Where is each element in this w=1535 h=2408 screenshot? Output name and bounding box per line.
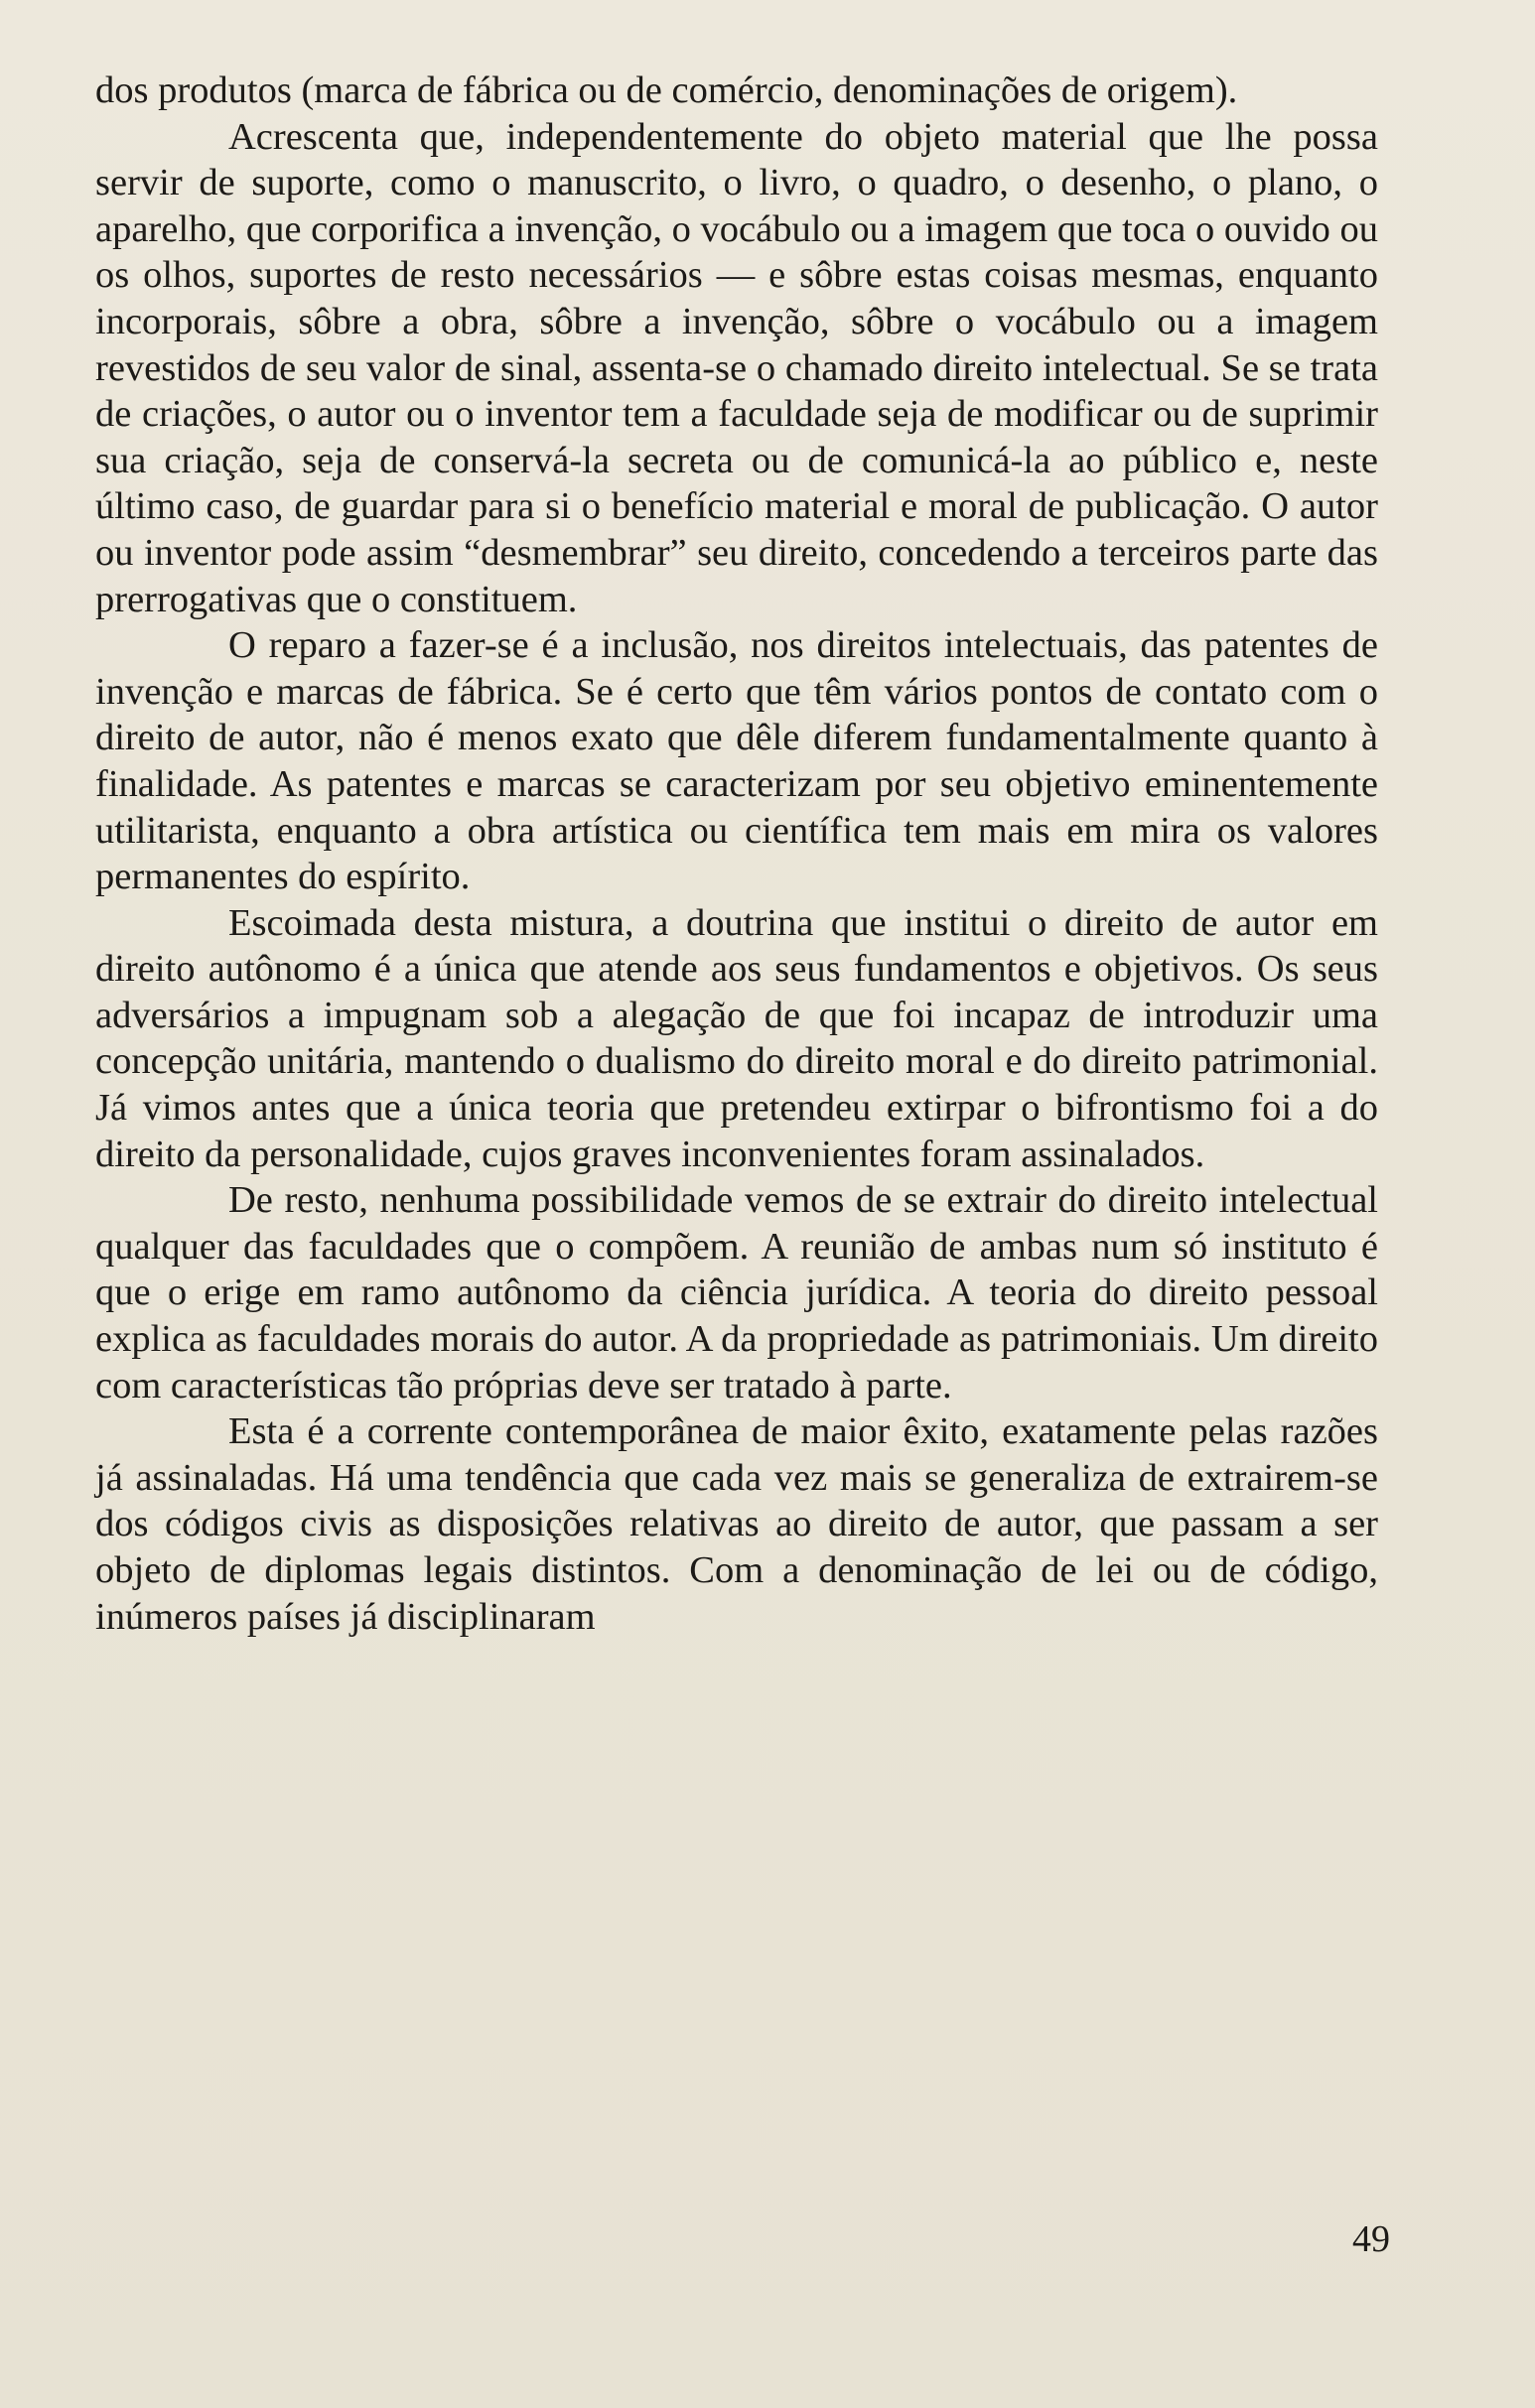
paragraph-de-resto: De resto, nenhuma possibilidade vemos de se extrair do direito intelectual qualquer das faculdades que o compõem. A reunião de ambas num só instituto é que o erige em ramo autônomo da ciência jurídica. A teoria do direito pessoal explica as faculdades morais do autor. A da propriedade as patrimoniais. Um direito com características tão próprias deve ser tratado à parte. xyxy=(95,1179,1378,1406)
paragraph-acrescenta: Acrescenta que, independentemente do objeto material que lhe possa servir de suporte, como o manuscrito, o livro, o quadro, o desenho, o plano, o aparelho, que corporifica a invenção, o vocábulo ou a imagem que toca o ouvido ou os olhos, suportes de resto necessários — e sôbre estas coisas mesmas, enquanto incorporais, sôbre a obra, sôbre a invenção, sôbre o vocábulo ou a imagem revestidos de seu valor de sinal, assenta-se o chamado direito intelectual. Se se trata de criações, o autor ou o inventor tem a faculdade seja de modificar ou de suprimir sua criação, seja de conservá-la secreta ou de comunicá-la ao público e, neste último caso, de guardar para si o benefício material e moral de publicação. O autor ou inventor pode assim “desmembrar” seu direito, concedendo a terceiros parte das prerrogativas que o constituem. xyxy=(95,115,1378,620)
paragraph-continuation: dos produtos (marca de fábrica ou de comércio, denominações de origem). xyxy=(95,69,1238,111)
body-text xyxy=(95,67,1378,1640)
page-number: 49 xyxy=(1352,2218,1390,2260)
paragraph-corrente-contemporanea: Esta é a corrente contemporânea de maior êxito, exatamente pelas razões já assinaladas. Há uma tendência que cada vez mais se generaliza de extrairem-se dos códigos civis as disposições relativas ao direito de autor, que passam a ser objeto de diplomas legais distintos. Com a denominação de lei ou de código, inúmeros países já disciplinaram xyxy=(95,1410,1378,1638)
paragraph-reparo: O reparo a fazer-se é a inclusão, nos direitos intelectuais, das patentes de invenção e marcas de fábrica. Se é certo que têm vários pontos de contato com o direito de autor, não é menos exato que dêle diferem fundamentalmente quanto à finalidade. As patentes e marcas se caracterizam por seu objetivo eminentemente utilitarista, enquanto a obra artística ou científica tem mais em mira os valores permanentes do espírito. xyxy=(95,624,1378,898)
paragraph-escoimada: Escoimada desta mistura, a doutrina que institui o direito de autor em direito autônomo é a única que atende aos seus fundamentos e objetivos. Os seus adversários a impugnam sob a alegação de que foi incapaz de introduzir uma concepção unitária, mantendo o dualismo do direito moral e do direito patrimonial. Já vimos antes que a única teoria que pretendeu extirpar o bifrontismo foi a do direito da personalidade, cujos graves inconvenientes foram assinalados. xyxy=(95,901,1378,1175)
